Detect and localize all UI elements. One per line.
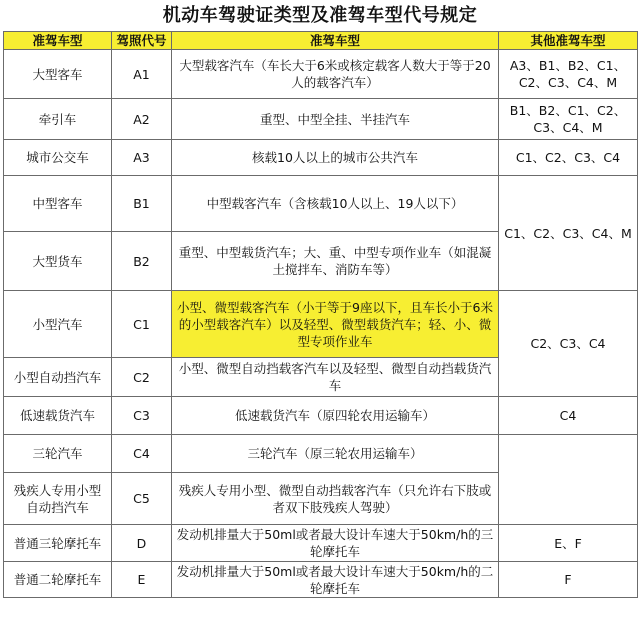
vehicle-type-cell: 普通二轮摩托车 [4,562,112,598]
other-permitted-cell: E、F [499,525,638,562]
other-permitted-cell: C1、C2、C3、C4 [499,140,638,176]
table-row [4,435,638,473]
table-row [4,50,638,99]
description-cell: 重型、中型全挂、半挂汽车 [172,99,499,140]
other-permitted-cell: A3、B1、B2、C1、C2、C3、C4、M [499,50,638,99]
vehicle-type-cell: 小型自动挡汽车 [4,358,112,397]
vehicle-type-cell: 普通三轮摩托车 [4,525,112,562]
license-code-cell: C2 [112,358,172,397]
vehicle-type-cell: 大型客车 [4,50,112,99]
vehicle-type-cell: 牵引车 [4,99,112,140]
table-row [4,562,638,598]
vehicle-type-cell: 城市公交车 [4,140,112,176]
header-other-permitted: 其他准驾车型 [499,32,638,50]
license-code-cell: B1 [112,176,172,232]
vehicle-type-cell: 大型货车 [4,232,112,291]
other-permitted-cell-empty [499,435,638,525]
license-code-cell: D [112,525,172,562]
table-row [4,397,638,435]
vehicle-type-cell: 三轮汽车 [4,435,112,473]
vehicle-type-cell: 小型汽车 [4,291,112,358]
license-code-cell: A2 [112,99,172,140]
table-row [4,140,638,176]
description-cell: 三轮汽车（原三轮农用运输车） [172,435,499,473]
table-header-row [4,32,638,50]
description-cell: 重型、中型载货汽车；大、重、中型专项作业车（如混凝土搅拌车、消防车等） [172,232,499,291]
license-code-cell: C3 [112,397,172,435]
vehicle-type-cell: 中型客车 [4,176,112,232]
description-cell: 发动机排量大于50ml或者最大设计车速大于50km/h的二轮摩托车 [172,562,499,598]
description-cell: 发动机排量大于50ml或者最大设计车速大于50km/h的三轮摩托车 [172,525,499,562]
license-table [3,31,638,598]
other-permitted-cell: B1、B2、C1、C2、C3、C4、M [499,99,638,140]
license-code-cell: A1 [112,50,172,99]
license-code-cell: C4 [112,435,172,473]
other-permitted-cell: F [499,562,638,598]
license-code-cell: C5 [112,473,172,525]
header-vehicle-type: 准驾车型 [4,32,112,50]
page-title: 机动车驾驶证类型及准驾车型代号规定 [162,5,478,26]
description-cell: 中型载客汽车（含核载10人以上、19人以下） [172,176,499,232]
table-row [4,525,638,562]
table-row [4,291,638,358]
header-license-code: 驾照代号 [112,32,172,50]
license-code-cell: E [112,562,172,598]
other-permitted-cell: C4 [499,397,638,435]
license-code-cell: C1 [112,291,172,358]
vehicle-type-cell: 低速载货汽车 [4,397,112,435]
table-row [4,99,638,140]
description-cell: 残疾人专用小型、微型自动挡载客汽车（只允许右下肢或者双下肢残疾人驾驶） [172,473,499,525]
highlighted-description-cell: 小型、微型载客汽车（小于等于9座以下，且车长小于6米的小型载客汽车）以及轻型、微型载货汽车；轻、小、微型专项作业车 [172,291,499,358]
description-cell: 核载10人以上的城市公共汽车 [172,140,499,176]
description-cell: 低速载货汽车（原四轮农用运输车） [172,397,499,435]
license-code-cell: A3 [112,140,172,176]
other-permitted-cell: C1、C2、C3、C4、M [499,176,638,291]
description-cell: 小型、微型自动挡载客汽车以及轻型、微型自动挡载货汽车 [172,358,499,397]
description-cell: 大型载客汽车（车长大于6米或核定载客人数大于等于20人的载客汽车） [172,50,499,99]
other-permitted-cell: C2、C3、C4 [499,291,638,397]
header-permitted-vehicles: 准驾车型 [172,32,499,50]
vehicle-type-cell: 残疾人专用小型自动挡汽车 [4,473,112,525]
license-code-cell: B2 [112,232,172,291]
table-row [4,176,638,232]
